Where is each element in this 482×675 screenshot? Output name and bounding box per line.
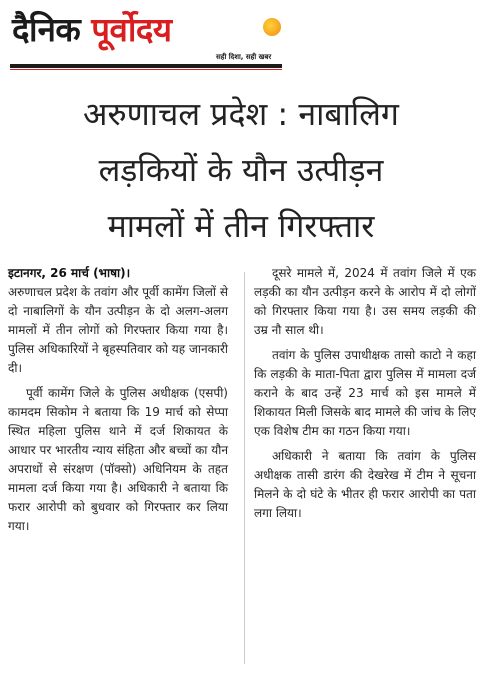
headline-line-3: मामलों में तीन गिरफ्तार (107, 207, 375, 245)
article-headline (0, 86, 482, 254)
masthead-title (12, 8, 172, 52)
article-paragraph: तवांग के पुलिस उपाधीक्षक तासो काटो ने कहा कि लड़की के माता-पिता द्वारा पुलिस में मामला दर्ज कराने के बाद उन्हें 23 मार्च को इस मामले में शिकायत मिली जिसके बाद मामले की जांच के लिए एक विशेष टीम का गठन किया गया। (254, 348, 476, 438)
article-column-left (8, 264, 228, 542)
column-divider (244, 272, 245, 664)
dateline: इटानगर, 26 मार्च (भाषा)। (8, 266, 131, 280)
paragraph-text: अरुणाचल प्रदेश के तवांग और पूर्वी कामेंग जिलों से दो नाबालिगों के यौन उत्पीड़न के दो अलग-अलग मामलों में तीन लोगों को गिरफ्तार किया गया है। पुलिस अधिकारियों ने बृहस्पतिवार को यह जानकारी दी। (8, 285, 228, 375)
masthead-title-part1: दैनिक (12, 10, 81, 49)
masthead-rule-red (10, 69, 282, 70)
masthead (10, 6, 282, 70)
article-paragraph: पूर्वी कामेंग जिले के पुलिस अधीक्षक (एसपी) कामदम सिकोम ने बताया कि 19 मार्च को सेप्पा स्थित महिला पुलिस थाने में दर्ज शिकायत के आधार पर भारतीय न्याय संहिता और बच्चों का यौन अपराधों से संरक्षण (पॉक्सो) अधिनियम के तहत मामला दर्ज किया गया है। अधिकारी ने बताया कि फरार आरोपी को बुधवार को गिरफ्तार कर लिया गया। (8, 386, 228, 533)
masthead-title-part2: पूर्वोदय (91, 10, 172, 49)
headline-line-1: अरुणाचल प्रदेश : नाबालिग (83, 95, 399, 133)
article-paragraph (8, 264, 228, 378)
masthead-rule (10, 64, 282, 68)
masthead-tagline: सही दिशा, सही खबर (216, 53, 272, 61)
article-column-right (254, 264, 476, 529)
headline-line-2: लड़कियों के यौन उत्पीड़न (98, 151, 384, 189)
article-paragraph: दूसरे मामले में, 2024 में तवांग जिले में एक लड़की का यौन उत्पीड़न करने के आरोप में दो लोगों को गिरफ्तार किया गया है। उस समय लड़की की उम्र नौ साल थी। (254, 266, 476, 337)
sun-logo-icon (263, 18, 281, 36)
article-paragraph: अधिकारी ने बताया कि तवांग के पुलिस अधीक्षक तासी डारंग की देखरेख में टीम ने सूचना मिलने के दो घंटे के भीतर ही फरार आरोपी का पता लगा लिया। (254, 449, 476, 520)
